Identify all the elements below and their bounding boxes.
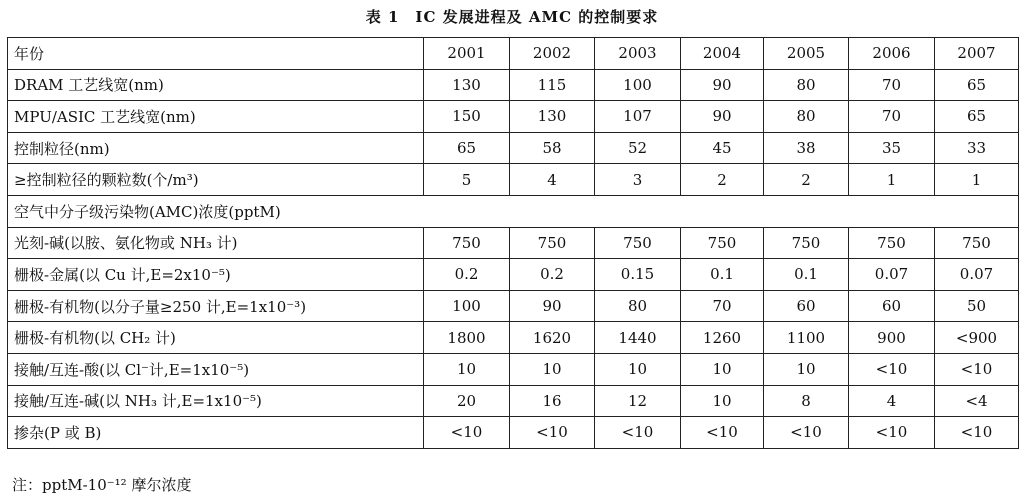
row-label: DRAM 工艺线宽(nm)	[8, 69, 424, 101]
year-cell: 2001	[424, 38, 510, 70]
table-row	[8, 132, 1019, 164]
value-cell: 107	[595, 101, 681, 133]
value-cell: <900	[935, 322, 1019, 354]
value-cell: 0.1	[764, 259, 849, 291]
section-row	[8, 195, 1019, 227]
value-cell: 12	[595, 385, 681, 417]
data-table	[7, 37, 1019, 449]
table-row	[8, 417, 1019, 449]
value-cell: 900	[849, 322, 935, 354]
value-cell: 70	[681, 290, 764, 322]
value-cell: 10	[681, 385, 764, 417]
row-label: MPU/ASIC 工艺线宽(nm)	[8, 101, 424, 133]
value-cell: 10	[764, 353, 849, 385]
value-cell: 10	[510, 353, 595, 385]
value-cell: 0.2	[510, 259, 595, 291]
value-cell: 45	[681, 132, 764, 164]
value-cell: 8	[764, 385, 849, 417]
value-cell: 100	[424, 290, 510, 322]
value-cell: 750	[510, 227, 595, 259]
value-cell: 750	[764, 227, 849, 259]
value-cell: 33	[935, 132, 1019, 164]
value-cell: 0.2	[424, 259, 510, 291]
value-cell: 65	[424, 132, 510, 164]
value-cell: 2	[681, 164, 764, 196]
year-cell: 2006	[849, 38, 935, 70]
value-cell: 60	[849, 290, 935, 322]
value-cell: 0.07	[849, 259, 935, 291]
value-cell: 60	[764, 290, 849, 322]
value-cell: 750	[595, 227, 681, 259]
value-cell: 52	[595, 132, 681, 164]
value-cell: 130	[510, 101, 595, 133]
value-cell: <10	[935, 417, 1019, 449]
value-cell: 16	[510, 385, 595, 417]
value-cell: 3	[595, 164, 681, 196]
value-cell: 80	[764, 101, 849, 133]
value-cell: 1260	[681, 322, 764, 354]
row-label: 掺杂(P 或 B)	[8, 417, 424, 449]
value-cell: 4	[849, 385, 935, 417]
value-cell: 65	[935, 101, 1019, 133]
value-cell: 5	[424, 164, 510, 196]
value-cell: <10	[424, 417, 510, 449]
value-cell: 90	[681, 101, 764, 133]
value-cell: <10	[849, 417, 935, 449]
value-cell: 70	[849, 101, 935, 133]
value-cell: 38	[764, 132, 849, 164]
value-cell: 80	[764, 69, 849, 101]
value-cell: <10	[849, 353, 935, 385]
value-cell: 1620	[510, 322, 595, 354]
year-cell: 2002	[510, 38, 595, 70]
value-cell: <10	[681, 417, 764, 449]
value-cell: 20	[424, 385, 510, 417]
value-cell: 750	[681, 227, 764, 259]
table-row	[8, 259, 1019, 291]
value-cell: 1800	[424, 322, 510, 354]
value-cell: 750	[424, 227, 510, 259]
row-label: 光刻-碱(以胺、氨化物或 NH₃ 计)	[8, 227, 424, 259]
table-row	[8, 385, 1019, 417]
value-cell: 50	[935, 290, 1019, 322]
table-row	[8, 164, 1019, 196]
row-label: 栅极-金属(以 Cu 计,E=2x10⁻⁵)	[8, 259, 424, 291]
value-cell: 10	[424, 353, 510, 385]
table-row	[8, 101, 1019, 133]
value-cell: 1	[935, 164, 1019, 196]
header-row	[8, 38, 1019, 70]
value-cell: 115	[510, 69, 595, 101]
value-cell: 1440	[595, 322, 681, 354]
value-cell: 1100	[764, 322, 849, 354]
footnote: 注：pptM-10⁻¹² 摩尔浓度	[12, 476, 192, 494]
row-label: 接触/互连-碱(以 NH₃ 计,E=1x10⁻⁵)	[8, 385, 424, 417]
value-cell: 10	[681, 353, 764, 385]
value-cell: 0.1	[681, 259, 764, 291]
value-cell: <10	[510, 417, 595, 449]
table-row	[8, 322, 1019, 354]
value-cell: 150	[424, 101, 510, 133]
row-label: 栅极-有机物(以 CH₂ 计)	[8, 322, 424, 354]
value-cell: 35	[849, 132, 935, 164]
row-label: 接触/互连-酸(以 Cl⁻计,E=1x10⁻⁵)	[8, 353, 424, 385]
table-row	[8, 69, 1019, 101]
value-cell: 1	[849, 164, 935, 196]
value-cell: 90	[510, 290, 595, 322]
table-title: 表 1 IC 发展进程及 AMC 的控制要求	[365, 8, 659, 26]
value-cell: <10	[935, 353, 1019, 385]
table-row	[8, 353, 1019, 385]
value-cell: 0.07	[935, 259, 1019, 291]
year-cell: 2007	[935, 38, 1019, 70]
value-cell: 58	[510, 132, 595, 164]
row-label: 控制粒径(nm)	[8, 132, 424, 164]
value-cell: 750	[849, 227, 935, 259]
value-cell: 10	[595, 353, 681, 385]
value-cell: 65	[935, 69, 1019, 101]
value-cell: 4	[510, 164, 595, 196]
value-cell: 80	[595, 290, 681, 322]
value-cell: 90	[681, 69, 764, 101]
value-cell: <10	[595, 417, 681, 449]
row-label: 栅极-有机物(以分子量≥250 计,E=1x10⁻³)	[8, 290, 424, 322]
section-heading: 空气中分子级污染物(AMC)浓度(pptM)	[8, 195, 1019, 227]
value-cell: 0.15	[595, 259, 681, 291]
year-cell: 2004	[681, 38, 764, 70]
value-cell: 2	[764, 164, 849, 196]
value-cell: 130	[424, 69, 510, 101]
table-row	[8, 290, 1019, 322]
year-cell: 2005	[764, 38, 849, 70]
value-cell: 70	[849, 69, 935, 101]
year-cell: 2003	[595, 38, 681, 70]
value-cell: 750	[935, 227, 1019, 259]
row-label: ≥控制粒径的颗粒数(个/m³)	[8, 164, 424, 196]
value-cell: <10	[764, 417, 849, 449]
value-cell: <4	[935, 385, 1019, 417]
header-label: 年份	[8, 38, 424, 70]
table-row	[8, 227, 1019, 259]
value-cell: 100	[595, 69, 681, 101]
